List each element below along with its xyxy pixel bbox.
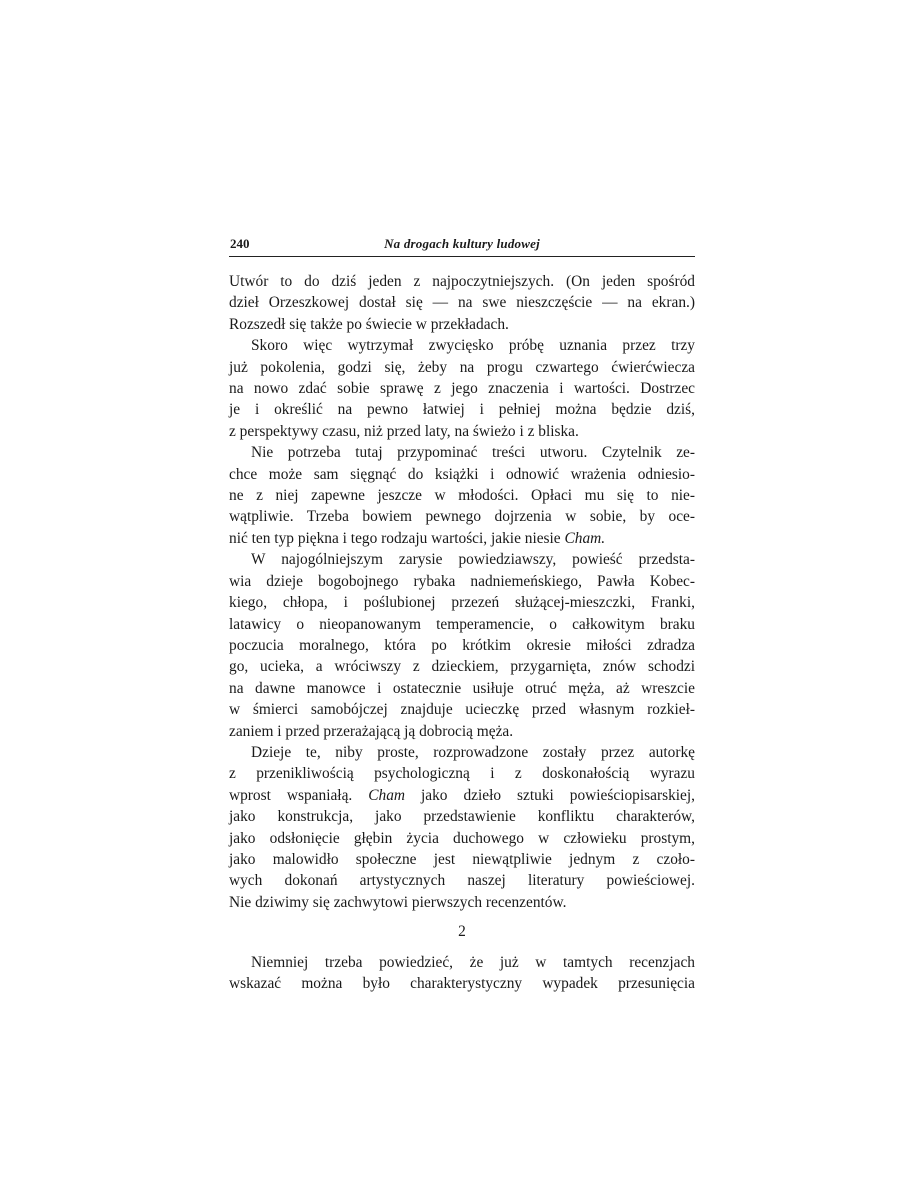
paragraph-4 (229, 549, 695, 742)
text-fragment: jako dzieło sztuki powieściopisarskiej, (405, 786, 695, 804)
paragraph-3 (229, 442, 695, 549)
text-line: jako malowidło społeczne jest niewątpliwie jednym z czoło- (229, 850, 695, 868)
text-line (229, 528, 695, 549)
text-line: W najogólniejszym zarysie powiedziawszy, powieść przedsta- (251, 551, 695, 569)
text-fragment: wprost wspaniałą. (229, 786, 369, 804)
text-line: kiego, chłopa, i poślubionej przezeń służącej-mieszczki, Franki, (229, 594, 695, 612)
paragraph-6 (229, 952, 695, 995)
paragraph-5 (229, 742, 695, 913)
text-line: na nowo zdać sobie sprawę z jego znaczenia i wartości. Dostrzec (229, 380, 695, 398)
text-line (229, 785, 695, 806)
paragraph-2 (229, 335, 695, 442)
text-line: go, ucieka, a wróciwszy z dzieckiem, przygarnięta, znów schodzi (229, 658, 695, 676)
text-line: Nie dziwimy się zachwytowi pierwszych recenzentów. (229, 893, 567, 911)
text-line: Nie potrzeba tutaj przypominać treści utworu. Czytelnik ze- (251, 444, 695, 462)
text-line: chce może sam sięgnąć do książki i odnowić wrażenia odniesio- (229, 465, 695, 483)
book-page (229, 234, 695, 994)
text-line: wia dzieje bogobojnego rybaka nadniemeńskiego, Pawła Kobec- (229, 572, 695, 590)
running-title: Na drogach kultury ludowej (384, 236, 540, 251)
text-line: latawicy o nieopanowanym temperamencie, o całkowitym braku (229, 615, 695, 633)
text-line: zaniem i przed przerażającą ją dobrocią męża. (229, 722, 514, 740)
text-line: dzieł Orzeszkowej dostał się — na swe nieszczęście — na ekran.) (229, 294, 695, 312)
text-line: Rozszedł się także po świecie w przekładach. (229, 315, 509, 333)
text-line: je i określić na pewno łatwiej i pełniej można będzie dziś, (229, 401, 695, 419)
text-line: Skoro więc wytrzymał zwycięsko próbę uznania przez trzy (251, 337, 695, 355)
text-line: Utwór to do dziś jeden z najpoczytniejszych. (On jeden spośród (229, 273, 695, 290)
text-line: z przenikliwością psychologiczną i z doskonałością wyrazu (229, 765, 695, 783)
text-line: poczucia moralnego, która po krótkim okresie miłości zdradza (229, 636, 695, 654)
running-head (229, 234, 695, 257)
text-line: jako konstrukcja, jako przedstawienie konfliktu charakterów, (229, 808, 695, 826)
text-line: wątpliwie. Trzeba bowiem pewnego dojrzenia w sobie, by oce- (229, 508, 695, 526)
book-title-italic: Cham. (564, 529, 606, 547)
text-line: Niemniej trzeba powiedzieć, że już w tamtych recenzjach (251, 953, 695, 971)
text-line: jako odsłonięcie głębin życia duchowego w człowieku prostym, (229, 829, 695, 847)
text-line: Dzieje te, niby proste, rozprowadzone zostały przez autorkę (251, 743, 695, 761)
text-line: wych dokonań artystycznych naszej literatury powieściowej. (229, 872, 695, 890)
text-line: na dawne manowce i ostatecznie usiłuje otruć męża, aż wreszcie (229, 679, 695, 697)
section-number: 2 (458, 923, 466, 941)
book-title-italic: Cham (368, 786, 406, 804)
page-number: 240 (230, 236, 250, 251)
text-line: z perspektywy czasu, niż przed laty, na świeżo i z bliska. (229, 422, 579, 440)
text-line: ne z niej zapewne jeszcze w młodości. Opłaci mu się to nie- (229, 487, 695, 505)
text-line: już pokolenia, godzi się, żeby na progu czwartego ćwierćwiecza (229, 358, 695, 376)
text-line: w śmierci samobójczej znajduje ucieczkę przed własnym rozkieł- (229, 701, 695, 719)
body-text (229, 271, 695, 994)
paragraph-1 (229, 271, 695, 335)
text-line: wskazać można było charakterystyczny wypadek przesunięcia (229, 975, 695, 992)
text-fragment: nić ten typ piękna i tego rodzaju wartości, jakie niesie (229, 529, 565, 547)
